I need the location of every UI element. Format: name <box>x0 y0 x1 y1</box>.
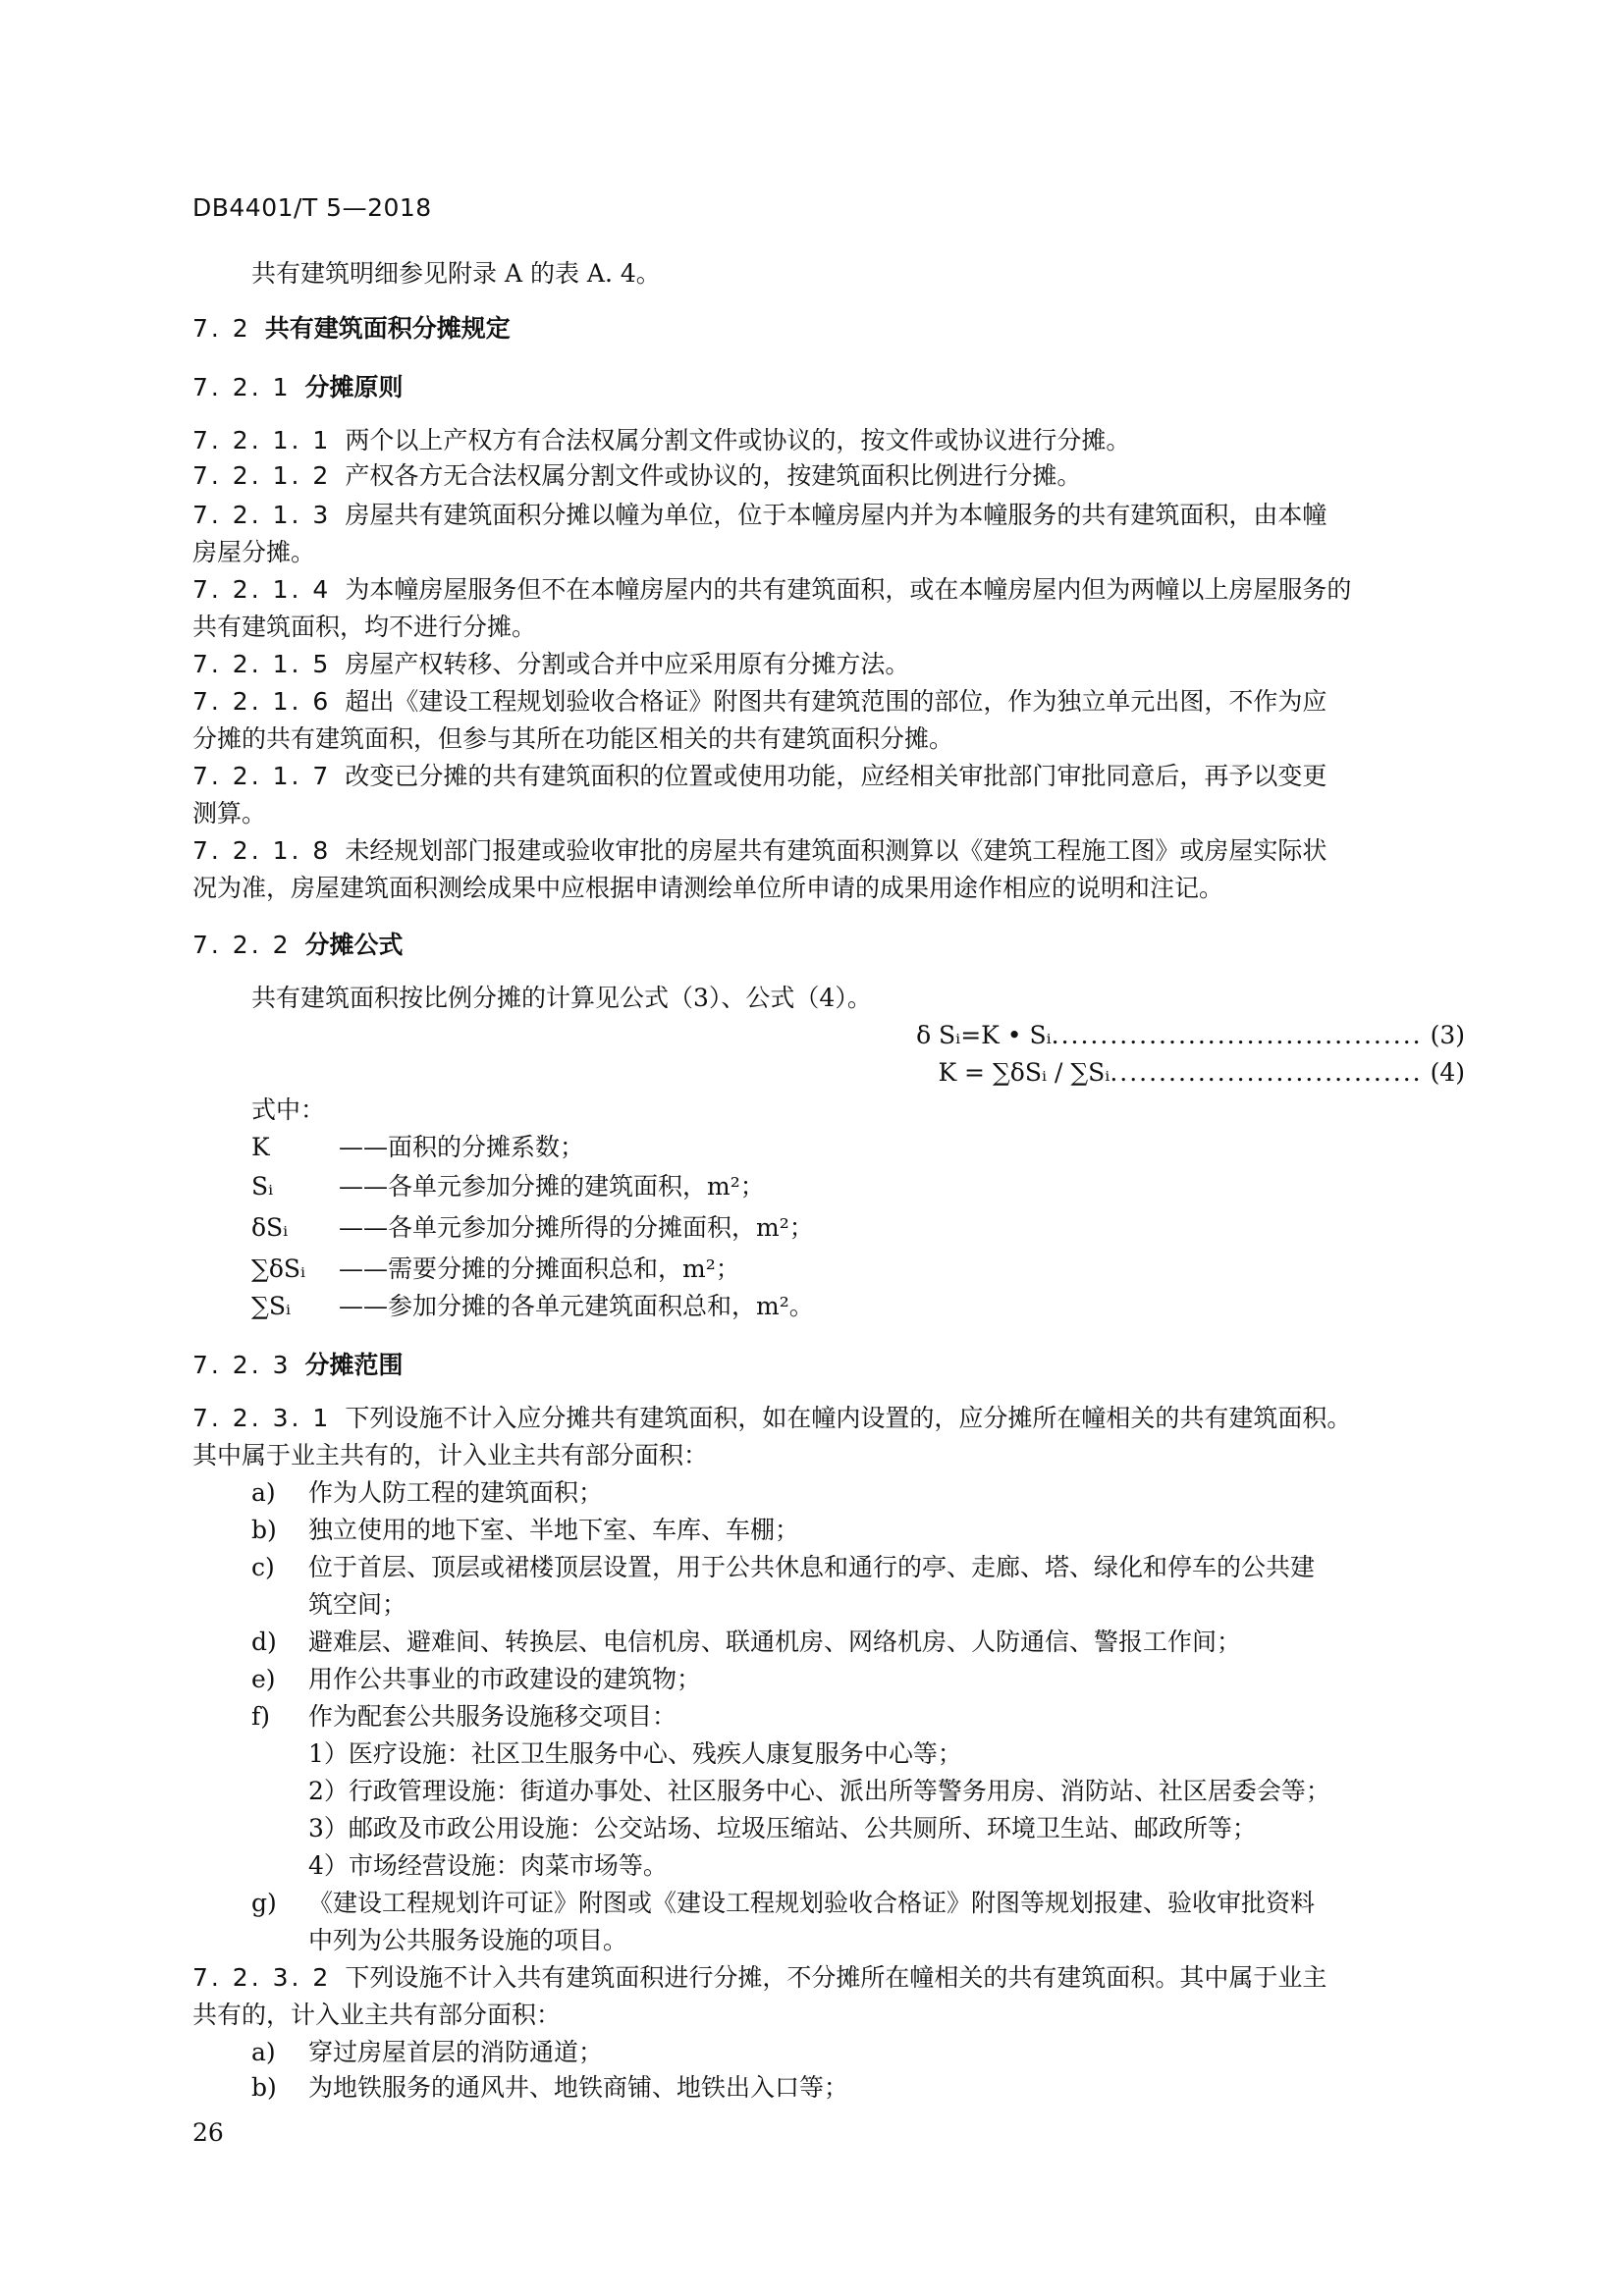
list-label: g) <box>251 1889 277 1917</box>
list-label: f) <box>251 1702 271 1731</box>
list-label: a) <box>251 2038 276 2066</box>
clause-text: 为本幢房屋服务但不在本幢房屋内的共有建筑面积，或在本幢房屋内但为两幢以上房屋服务的 <box>345 575 1352 604</box>
intro-text: 共有建筑明细参见附录 A 的表 A. 4。 <box>251 259 661 288</box>
sub-list-item: 3）邮政及市政公用设施：公交站场、垃圾压缩站、公共厕所、环境卫生站、邮政所等； <box>308 1814 1257 1842</box>
list-item <box>251 2071 848 2105</box>
formula-3 <box>916 1019 1465 1052</box>
section-number: 7. 2. 3 <box>192 1351 292 1379</box>
list-text: 位于首层、顶层或裙楼顶层设置，用于公共休息和通行的亭、走廊、塔、绿化和停车的公共建 <box>308 1553 1316 1581</box>
section-title: 分摊原则 <box>304 373 404 401</box>
list-text: 《建设工程规划许可证》附图或《建设工程规划验收合格证》附图等规划报建、验收审批资料 <box>308 1889 1316 1917</box>
clause-text: 房屋产权转移、分割或合并中应采用原有分摊方法。 <box>345 650 910 678</box>
list-item-cont: 中列为公共服务设施的项目。 <box>308 1926 628 1954</box>
clause-7-2-1-7-cont: 测算。 <box>192 799 267 828</box>
standard-code-header: DB4401/T 5—2018 <box>192 193 432 222</box>
formula-intro: 共有建筑面积按比例分摊的计算见公式（3）、公式（4）。 <box>251 984 872 1012</box>
variable-symbol: K <box>251 1133 270 1161</box>
list-text: 为地铁服务的通风井、地铁商铺、地铁出入口等； <box>308 2073 849 2102</box>
section-title: 分摊公式 <box>304 931 404 959</box>
page-number: 26 <box>192 2118 224 2147</box>
clause-7-2-1-5 <box>192 648 909 681</box>
clause-text: 改变已分摊的共有建筑面积的位置或使用功能，应经相关审批部门审批同意后，再予以变更 <box>345 762 1327 790</box>
list-text: 作为人防工程的建筑面积； <box>308 1478 604 1507</box>
formula-4 <box>938 1056 1465 1090</box>
section-title: 分摊范围 <box>304 1351 404 1379</box>
variable-definition: ——各单元参加分摊所得的分摊面积，m²； <box>339 1213 814 1242</box>
list-item-cont: 筑空间； <box>308 1590 407 1619</box>
list-text: 避难层、避难间、转换层、电信机房、联通机房、网络机房、人防通信、警报工作间； <box>308 1628 1242 1656</box>
section-7-2-3-heading <box>192 1349 404 1382</box>
formula-number: (4) <box>1430 1058 1465 1087</box>
list-item <box>251 1700 677 1734</box>
clause-7-2-1-4 <box>192 573 1351 607</box>
clause-7-2-1-4-cont: 共有建筑面积，均不进行分摊。 <box>192 613 537 641</box>
list-item <box>251 2036 603 2069</box>
list-label: b) <box>251 2073 277 2102</box>
variable-definition: ——参加分摊的各单元建筑面积总和，m²。 <box>339 1292 814 1320</box>
list-text: 作为配套公共服务设施移交项目： <box>308 1702 677 1731</box>
list-text: 独立使用的地下室、半地下室、车库、车棚； <box>308 1516 800 1544</box>
sub-list-item: 1）医疗设施：社区卫生服务中心、残疾人康复服务中心等； <box>308 1739 962 1768</box>
section-number: 7. 2 <box>192 314 251 343</box>
clause-number: 7. 2. 1. 3 <box>192 501 332 529</box>
list-item <box>251 1887 1315 1920</box>
clause-number: 7. 2. 1. 4 <box>192 575 332 604</box>
section-7-2-1-heading <box>192 371 404 404</box>
list-item <box>251 1626 1241 1659</box>
list-item <box>251 1551 1315 1584</box>
list-label: d) <box>251 1628 277 1656</box>
clause-text: 未经规划部门报建或验收审批的房屋共有建筑面积测算以《建筑工程施工图》或房屋实际状 <box>345 836 1327 865</box>
clause-7-2-3-1-cont: 其中属于业主共有的，计入业主共有部分面积： <box>192 1441 709 1469</box>
clause-7-2-1-8 <box>192 834 1326 868</box>
clause-number: 7. 2. 1. 2 <box>192 461 332 490</box>
formula-dots: ................................ <box>1110 1058 1423 1087</box>
clause-text: 超出《建设工程规划验收合格证》附图共有建筑范围的部位，作为独立单元出图，不作为应 <box>345 687 1327 716</box>
variable-definition: ——需要分摊的分摊面积总和，m²； <box>339 1255 740 1283</box>
formula-number: (3) <box>1430 1021 1465 1049</box>
list-label: c) <box>251 1553 275 1581</box>
list-item <box>251 1514 799 1547</box>
clause-7-2-1-6-cont: 分摊的共有建筑面积，但参与其所在功能区相关的共有建筑面积分摊。 <box>192 724 954 753</box>
where-label: 式中： <box>251 1095 326 1124</box>
clause-7-2-3-2-cont: 共有的，计入业主共有部分面积： <box>192 2001 562 2029</box>
section-number: 7. 2. 2 <box>192 931 292 959</box>
clause-7-2-1-2 <box>192 459 1081 493</box>
clause-text: 下列设施不计入应分摊共有建筑面积，如在幢内设置的，应分摊所在幢相关的共有建筑面积。 <box>345 1404 1352 1432</box>
clause-number: 7. 2. 1. 1 <box>192 426 332 454</box>
list-text: 用作公共事业的市政建设的建筑物； <box>308 1665 702 1693</box>
clause-number: 7. 2. 1. 5 <box>192 650 332 678</box>
list-label: a) <box>251 1478 276 1507</box>
clause-7-2-1-7 <box>192 760 1326 793</box>
clause-number: 7. 2. 1. 6 <box>192 687 332 716</box>
sub-list-item: 4）市场经营设施：肉菜市场等。 <box>308 1851 668 1880</box>
clause-text: 房屋共有建筑面积分摊以幢为单位，位于本幢房屋内并为本幢服务的共有建筑面积，由本幢 <box>345 501 1327 529</box>
clause-7-2-1-8-cont: 况为准，房屋建筑面积测绘成果中应根据申请测绘单位所申请的成果用途作相应的说明和注记。 <box>192 874 1224 902</box>
clause-number: 7. 2. 1. 7 <box>192 762 332 790</box>
list-item <box>251 1663 701 1696</box>
variable-symbol: Sᵢ <box>251 1172 274 1201</box>
section-7-2-heading <box>192 312 511 346</box>
clause-text: 产权各方无合法权属分割文件或协议的，按建筑面积比例进行分摊。 <box>345 461 1082 490</box>
formula-expression: δ Sᵢ=K • Sᵢ <box>916 1021 1052 1049</box>
variable-definition: ——各单元参加分摊的建筑面积，m²； <box>339 1172 765 1201</box>
variable-symbol: ∑Sᵢ <box>251 1292 292 1320</box>
list-text: 穿过房屋首层的消防通道； <box>308 2038 604 2066</box>
variable-definition: ——面积的分摊系数； <box>339 1133 585 1161</box>
clause-7-2-1-1 <box>192 424 1130 457</box>
clause-number: 7. 2. 3. 2 <box>192 1963 332 1992</box>
clause-text: 两个以上产权方有合法权属分割文件或协议的，按文件或协议进行分摊。 <box>345 426 1131 454</box>
list-label: e) <box>251 1665 276 1693</box>
section-title: 共有建筑面积分摊规定 <box>264 314 511 343</box>
clause-7-2-1-3 <box>192 499 1326 532</box>
list-label: b) <box>251 1516 277 1544</box>
clause-number: 7. 2. 1. 8 <box>192 836 332 865</box>
section-number: 7. 2. 1 <box>192 373 292 401</box>
clause-7-2-3-1 <box>192 1402 1351 1435</box>
clause-text: 下列设施不计入共有建筑面积进行分摊，不分摊所在幢相关的共有建筑面积。其中属于业主 <box>345 1963 1327 1992</box>
list-item <box>251 1476 603 1510</box>
formula-expression: K = ∑δSᵢ / ∑Sᵢ <box>938 1058 1110 1087</box>
clause-7-2-1-6 <box>192 685 1326 719</box>
section-7-2-2-heading <box>192 929 404 962</box>
variable-symbol: ∑δSᵢ <box>251 1255 306 1283</box>
clause-number: 7. 2. 3. 1 <box>192 1404 332 1432</box>
clause-7-2-1-3-cont: 房屋分摊。 <box>192 538 316 566</box>
formula-dots: ...................................... <box>1051 1021 1423 1049</box>
clause-7-2-3-2 <box>192 1961 1326 1995</box>
variable-symbol: δSᵢ <box>251 1213 289 1242</box>
sub-list-item: 2）行政管理设施：街道办事处、社区服务中心、派出所等警务用房、消防站、社区居委会等； <box>308 1777 1330 1805</box>
